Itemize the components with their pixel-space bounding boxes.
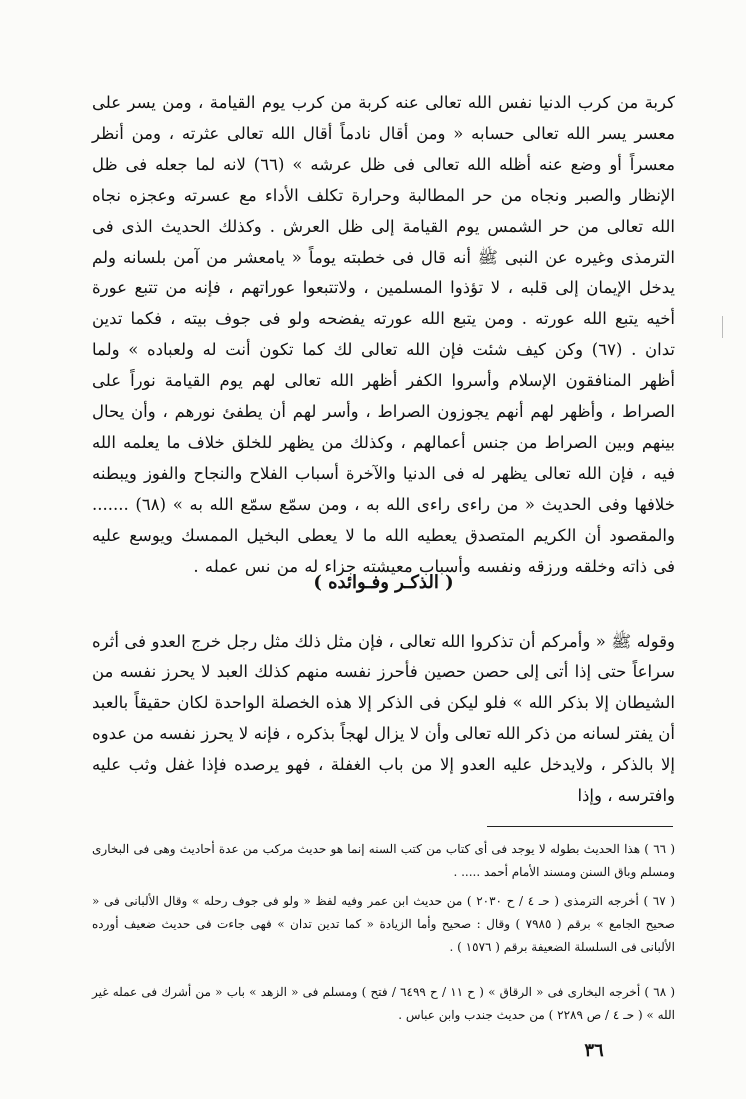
footnote-67: ( ٦٧ ) أخرجه الترمذى ( حـ ٤ / ح ٢٠٣٠ ) من حديث ابن عمر وفيه لفظ « ولو فى جوف رحله » وقال الألبانى فى « صحيح الجامع » برقم ( ٧٩٨٥ ) وقال : صحيح وأما الزيادة « كما تدين تدان » فهى جاءت فى حديث ضعيف أورده الألبانى فى السلسلة الضعيفة برقم ( ١٥٧٦ ) . bbox=[92, 894, 675, 954]
scan-edge-mark bbox=[722, 316, 723, 338]
paragraph: وقوله ﷺ « وأمركم أن تذكروا الله تعالى ، فإن مثل ذلك مثل رجل خرج العدو فى أثره سراعاً حتى إذا أتى إلى حصن حصين فأحرز نفسه منهم كذلك العبد لا يحرز نفسه من الشيطان إلا بذكر الله » فلو ليكن فى الذكر إلا هذه الخصلة الواحدة لكان حقيقاً بالعبد أن يفتر لسانه من ذكر الله تعالى وأن لا يزال لهجاً بذكره ، فإنه لا يحرز نفسه من عدوه إلا بالذكر ، ولايدخل عليه العدو إلا من باب الغفلة ، فهو يرصده فإذا غفل وثب عليه وافترسه ، وإذا bbox=[92, 631, 675, 806]
paragraph: كربة من كرب الدنيا نفس الله تعالى عنه كربة من كرب يوم القيامة ، ومن يسر على معسر يسر الله تعالى حسابه « ومن أقال نادماً أقال الله تعالى عثرته ، ومن أنظر معسراً أو وضع عنه أظله الله تعالى فى ظل عرشه » (٦٦) لانه لما جعله فى ظل الإنظار والصبر ونجاه من حر المطالبة وحرارة تكلف الأداء مع عسرته وعجزه نجاه الله تعالى من حر الشمس يوم القيامة إلى ظل العرش . وكذلك الحديث الذى فى الترمذى وغيره عن النبى ﷺ أنه قال فى خطبته يوماً « يامعشر من آمن بلسانه ولم يدخل الإيمان إلى قلبه ، لا تؤذوا المسلمين ، ولاتتبعوا عوراتهم ، فإنه من تتبع عورة أخيه يتبع الله عورته . ومن يتبع الله عورته يفضحه ولو فى جوف بيته ، فكما تدين تدان . (٦٧) وكن كيف شئت فإن الله تعالى لك كما تكون أنت له ولعباده » ولما أظهر المنافقون الإسلام وأسروا الكفر أظهر الله تعالى لهم يوم القيامة نوراً على الصراط ، وأظهر لهم أنهم يجوزون الصراط ، وأسر لهم أن يطفئ نورهم ، وأن يحال بينهم وبين الصراط من جنس أعمالهم ، وكذلك من يظهر للخلق خلاف ما يعلمه الله فيه ، فإن الله تعالى يظهر له فى الدنيا والآخرة أسباب الفلاح والنجاح والفوز ويبطنه خلافها وفى الحديث « من راءى راءى الله به ، ومن سمّع سمّع الله به » (٦٨) ....... والمقصود أن الكريم المتصدق يعطيه الله ما لا يعطى البخيل الممسك ويوسع عليه فى ذاته وخلقه ورزقه ونفسه وأسباب معيشته جزاء له من نس عمله . bbox=[92, 93, 676, 576]
main-text-block bbox=[92, 88, 675, 583]
footnote-68: ( ٦٨ ) أخرجه البخارى فى « الرقاق » ( ح ١١ / ح ٦٤٩٩ / فتح ) ومسلم فى « الزهد » باب « من أشرك فى عمله غير الله » ( حـ ٤ / ص ٢٢٨٩ ) من حديث جندب وابن عباس . bbox=[92, 985, 676, 1022]
footnote-66: ( ٦٦ ) هذا الحديث بطوله لا يوجد فى أى كتاب من كتب السنه إنما هو حديث مركب من عدة أحاديث وهى فى البخارى ومسلم وباق السنن ومسند الأمام أحمد ..... . bbox=[92, 842, 675, 879]
footnote-separator bbox=[487, 826, 673, 827]
page-number: ٣٦ bbox=[584, 1040, 604, 1061]
section-heading: ( الذكـر وفـوائده ) bbox=[313, 572, 454, 593]
main-text-block-2 bbox=[92, 610, 675, 828]
footnotes bbox=[92, 838, 675, 1033]
